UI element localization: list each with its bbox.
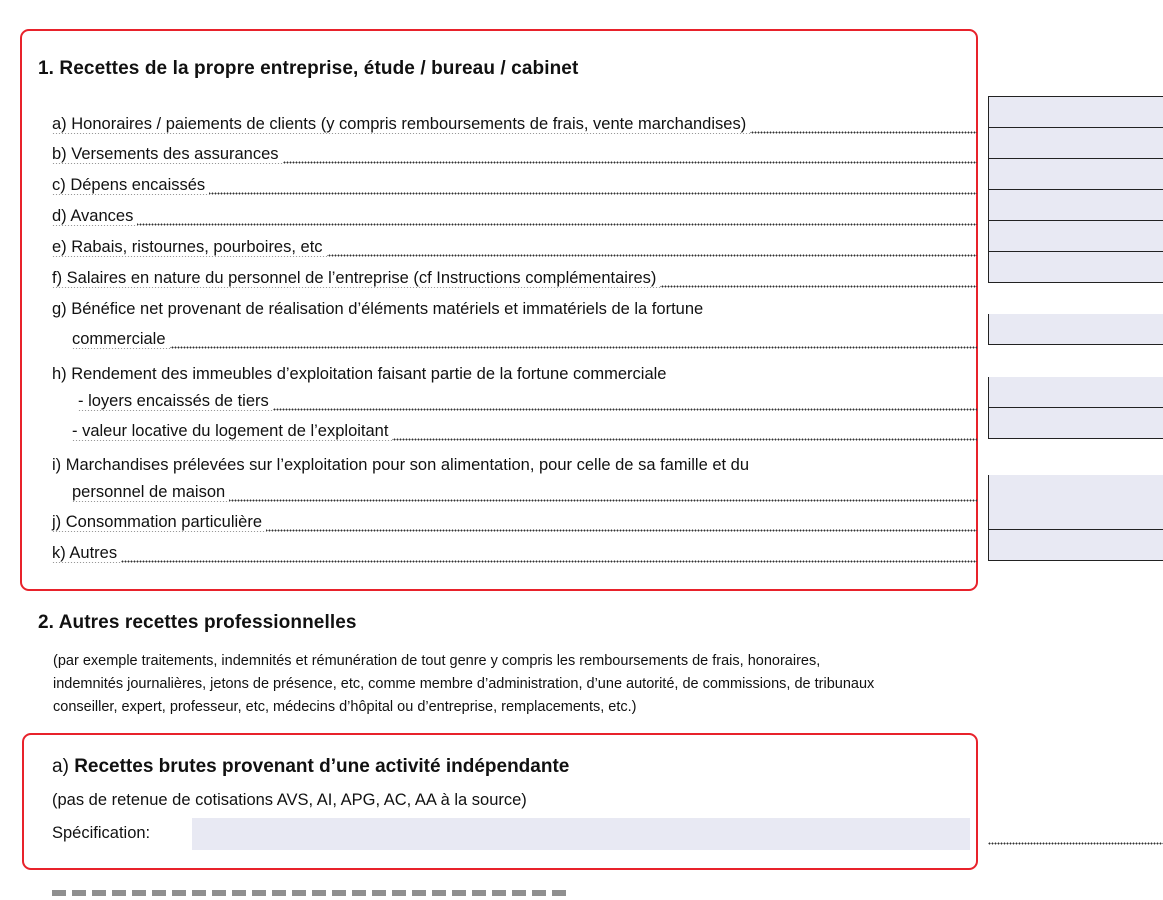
specification-label: Spécification: (52, 824, 151, 842)
section-1-title: 1. Recettes de la propre entreprise, étude / bureau / cabinet (38, 58, 579, 79)
section-2a-prefix: a) (52, 756, 69, 777)
item-h-rental-value: - valeur locative du logement de l’exploitant (72, 420, 977, 442)
field-g[interactable] (988, 314, 1163, 345)
section-2a-note: (pas de retenue de cotisations AVS, AI, APG, AC, AA à la source) (52, 791, 527, 809)
field-i[interactable] (988, 475, 1163, 530)
clipped-next-line (52, 884, 572, 900)
item-g-line1: g) Bénéfice net provenant de réalisation d’éléments matériels et immatériels de la fortune (52, 298, 977, 320)
item-a: a) Honoraires / paiements de clients (y compris remboursements de frais, vente marchandises) (52, 113, 977, 135)
item-b: b) Versements des assurances (52, 143, 977, 165)
item-i-line1: i) Marchandises prélevées sur l’exploitation pour son alimentation, pour celle de sa famille et du (52, 454, 977, 476)
item-h-rent: - loyers encaissés de tiers (78, 390, 977, 412)
field-f[interactable] (988, 252, 1163, 283)
section-2-description-line1: (par exemple traitements, indemnités et rémunération de tout genre y compris les remboursements de frais, honoraires, (53, 653, 821, 669)
item-k: k) Autres (52, 542, 977, 564)
specification-amount-line (988, 842, 1163, 846)
item-h: h) Rendement des immeubles d’exploitation faisant partie de la fortune commerciale (52, 363, 977, 385)
field-h-rent[interactable] (988, 377, 1163, 408)
section-2-description-line3: conseiller, expert, professeur, etc, médecins d’hôpital ou d’entreprise, remplacements, etc.) (53, 699, 637, 715)
field-c[interactable] (988, 159, 1163, 190)
field-a[interactable] (988, 96, 1163, 128)
field-e[interactable] (988, 221, 1163, 252)
item-e: e) Rabais, ristournes, pourboires, etc (52, 236, 977, 258)
item-j: j) Consommation particulière (52, 511, 977, 533)
field-h-rental-value[interactable] (988, 408, 1163, 439)
section-2-title: 2. Autres recettes professionnelles (38, 612, 357, 633)
item-i-line2: personnel de maison (72, 481, 977, 503)
item-c: c) Dépens encaissés (52, 174, 977, 196)
item-f: f) Salaires en nature du personnel de l’entreprise (cf Instructions complémentaires) (52, 267, 977, 289)
specification-input[interactable] (192, 818, 970, 850)
section-2a-title: Recettes brutes provenant d’une activité indépendante (74, 756, 570, 777)
section-2a-heading (52, 756, 569, 778)
field-j[interactable] (988, 530, 1163, 561)
field-b[interactable] (988, 128, 1163, 159)
item-d: d) Avances (52, 205, 977, 227)
field-d[interactable] (988, 190, 1163, 221)
section-2-description-line2: indemnités journalières, jetons de présence, etc, comme membre d’administration, d’une autorité, de commissions, de tribunaux (53, 676, 875, 692)
item-g-line2: commerciale (72, 328, 977, 350)
